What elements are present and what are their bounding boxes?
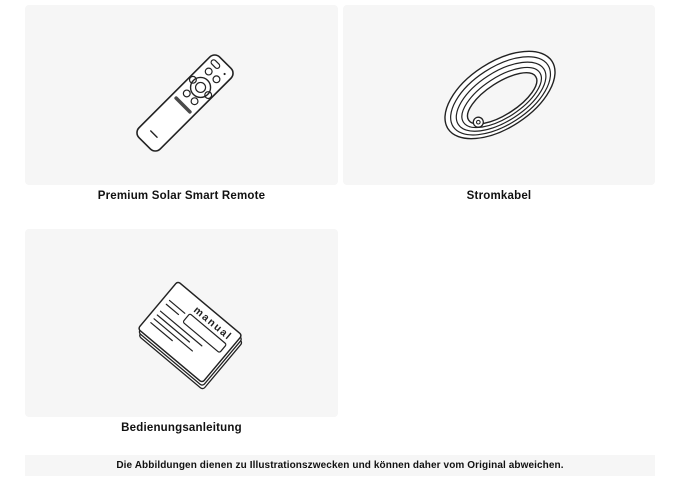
accessory-label: Bedienungsanleitung (121, 422, 242, 434)
manual-cover-text: manual (191, 304, 235, 344)
disclaimer-text: Die Abbildungen dienen zu Illustrationszwecken und können daher vom Original abweichen. (116, 460, 564, 471)
accessory-card-remote (25, 5, 338, 185)
accessory-label: Premium Solar Smart Remote (97, 190, 266, 202)
accessory-card-power-cable (343, 5, 655, 185)
user-manual-illustration (25, 229, 338, 417)
remote-control-illustration (25, 5, 338, 185)
accessory-card-manual (25, 229, 338, 417)
accessory-label: Stromkabel (466, 190, 532, 202)
power-cable-illustration (343, 5, 655, 185)
disclaimer-bar (25, 455, 655, 476)
